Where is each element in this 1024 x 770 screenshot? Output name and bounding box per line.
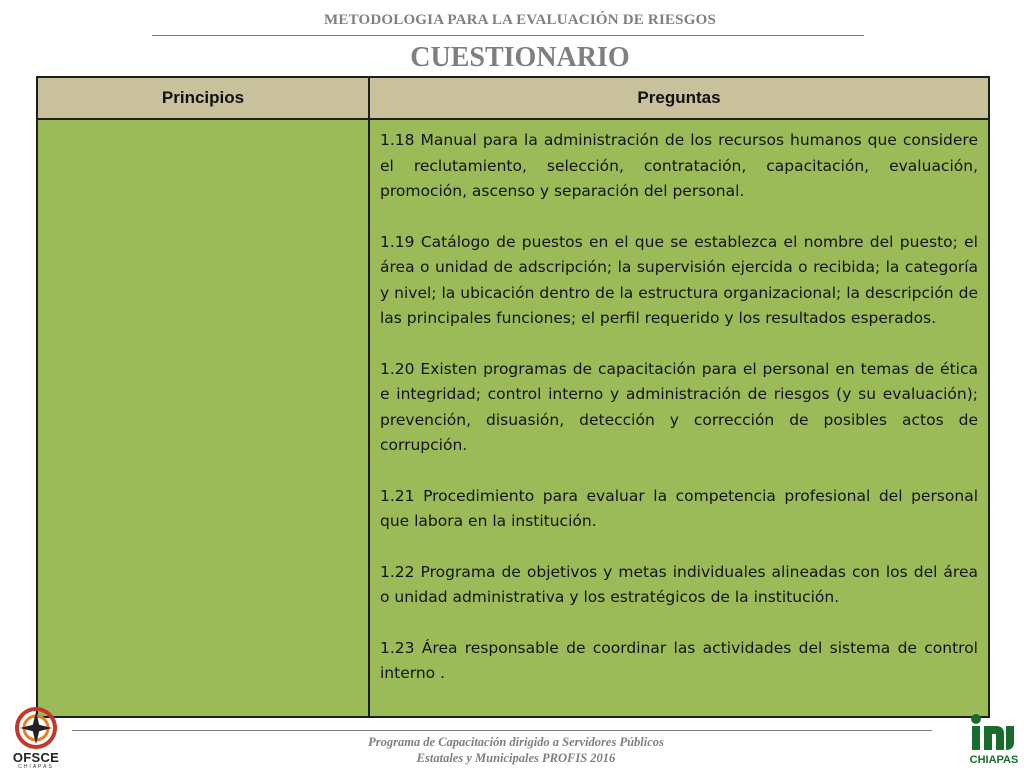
chiapas-logo bbox=[966, 712, 1022, 768]
slide-title: CUESTIONARIO bbox=[410, 42, 630, 73]
question-1-18: 1.18 Manual para la administración de los recursos humanos que considere el reclutamiento, selección, contratación, capacitación, evaluación, promoción, ascenso y separación del personal. bbox=[380, 131, 978, 200]
question-1-21: 1.21 Procedimiento para evaluar la competencia profesional del personal que labora en la institución. bbox=[380, 486, 978, 530]
chiapas-emblem-icon bbox=[966, 712, 1022, 754]
questionnaire-table bbox=[36, 76, 990, 718]
principios-cell bbox=[37, 119, 369, 717]
ofsce-logo-text: OFSCE bbox=[12, 750, 60, 765]
footer-line-2: Estatales y Municipales PROFIS 2016 bbox=[416, 751, 616, 765]
question-1-20: 1.20 Existen programas de capacitación para el personal en temas de ética e integridad; control interno y administración de riesgos (y su evaluación); prevención, disuasión, detección y corrección de posibles actos de corrupción. bbox=[380, 359, 978, 454]
ofsce-emblem-icon bbox=[4, 706, 68, 750]
table-header-row bbox=[37, 77, 989, 119]
column-header-preguntas: Preguntas bbox=[369, 77, 989, 119]
ofsce-logo bbox=[4, 706, 68, 768]
footer-divider bbox=[72, 730, 932, 731]
ofsce-logo-subtext: CHIAPAS bbox=[18, 764, 54, 770]
chiapas-logo-text: CHIAPAS bbox=[969, 754, 1019, 766]
question-1-23: 1.23 Área responsable de coordinar las actividades del sistema de control interno . bbox=[380, 638, 978, 682]
table-row bbox=[37, 119, 989, 717]
question-1-22: 1.22 Programa de objetivos y metas individuales alineadas con los del área o unidad administrativa y los estratégicos de la institución. bbox=[380, 562, 978, 606]
question-1-19: 1.19 Catálogo de puestos en el que se establezca el nombre del puesto; el área o unidad de adscripción; la supervisión ejercida o recibida; la categoría y nivel; la ubicación dentro de la estructura organizacional; la descripción de las principales funciones; el perfil requerido y los resultados esperados. bbox=[380, 232, 978, 327]
column-header-principios: Principios bbox=[37, 77, 369, 119]
header-title: METODOLOGIA PARA LA EVALUACIÓN DE RIESGOS bbox=[323, 12, 717, 28]
header-divider bbox=[152, 35, 864, 36]
footer-line-1: Programa de Capacitación dirigido a Servidores Públicos bbox=[368, 735, 664, 749]
preguntas-cell bbox=[369, 119, 989, 717]
footer-text bbox=[0, 734, 1024, 766]
